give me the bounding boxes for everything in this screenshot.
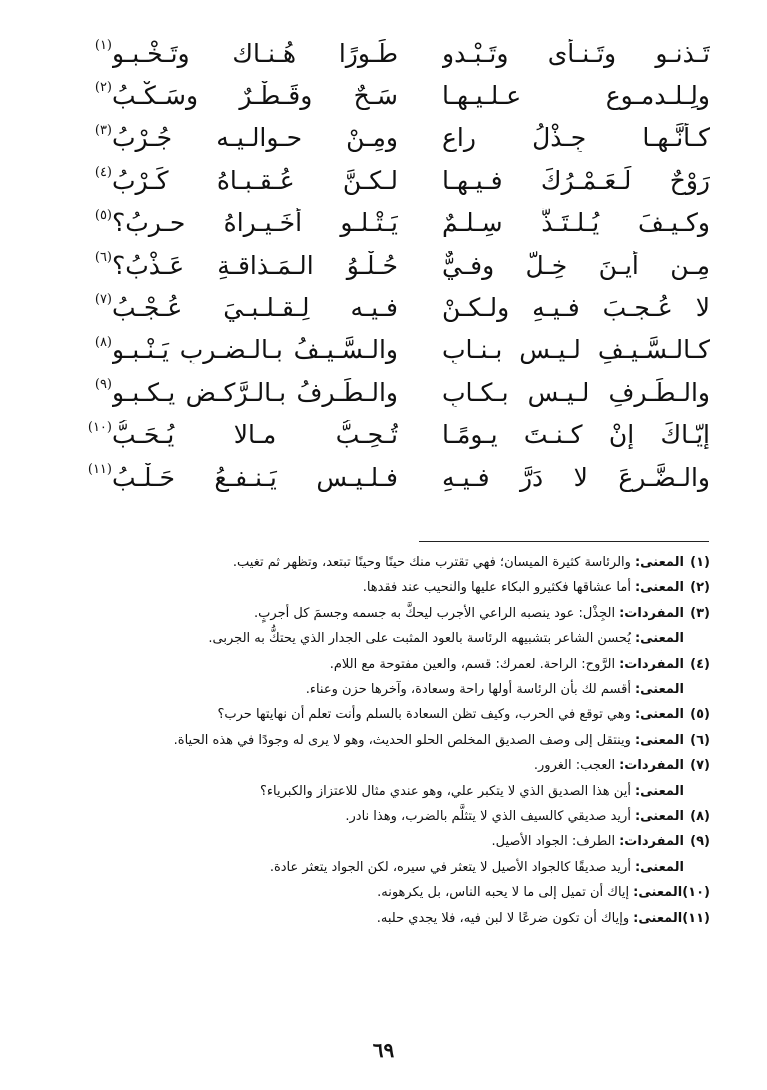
footnote-text: والرئاسة كثيرة الميسان؛ فهي تقترب منك حينًا وحينًا تبتعد، وتظهر ثم تغيب. bbox=[232, 555, 631, 570]
footnote bbox=[70, 626, 710, 651]
verse bbox=[68, 329, 710, 371]
footnote-number: (١٠) bbox=[682, 885, 710, 901]
footnote-text: وينتقل إلى وصف الصديق المخلص الحلو الحديث، وهو لا يرى له وجودًا في هذه الحياة. bbox=[173, 732, 631, 748]
verse bbox=[68, 117, 710, 159]
verse-first-hemistich: مِـن أيـنَ خِـلٌّ وفـيٌّ bbox=[442, 250, 710, 280]
footnote-label: المعنى: bbox=[633, 910, 683, 926]
footnote-body bbox=[70, 677, 684, 702]
footnote-label: المعنى: bbox=[634, 631, 684, 647]
footnote-body bbox=[70, 652, 684, 677]
footnote-text: وهي توقع في الحرب، وكيف تظن السعادة بالسلم وأنت تعلم أن نهايتها حرب؟ bbox=[217, 707, 631, 723]
footnote-body bbox=[70, 880, 682, 905]
footnote-number: (١١) bbox=[682, 910, 710, 926]
footnote bbox=[70, 829, 710, 854]
footnote bbox=[70, 779, 710, 804]
verse-footnote-number: (٤) bbox=[94, 165, 112, 181]
footnote-label: المعنى: bbox=[634, 682, 684, 698]
footnote-number: (٩) bbox=[690, 834, 710, 850]
verse-first-hemistich: ولِـلـدمـوعِ عـلـيـهـا bbox=[442, 81, 710, 111]
footnote-text: أما عشاقها فكثيرو البكاء عليها والنحيب عند فقدها. bbox=[362, 580, 631, 596]
footnote-text: الجِذْل: عود ينصبه الراعي الأجرب ليحكَّ به جسمه وجسمَ كل أجربٍ. bbox=[254, 605, 616, 621]
verse-second-hemistich: ومِـنْ حـوالـيـه جُـرْبُ bbox=[112, 123, 398, 153]
footnote-body bbox=[70, 728, 684, 753]
footnote-label: المعنى: bbox=[634, 859, 684, 875]
footnote-number: (٨) bbox=[690, 809, 710, 825]
footnote-label: المعنى: bbox=[634, 580, 684, 596]
footnote-body bbox=[70, 601, 684, 626]
footnote-label: المعنى: bbox=[634, 783, 684, 799]
footnote-body bbox=[70, 626, 684, 651]
verse-first-hemistich: كـأنَّـهـا جِـذْلُ راعٍ bbox=[442, 123, 710, 153]
verse-first-hemistich: لا عُـجـبَ فـيـهِ ولـكـنْ bbox=[442, 293, 710, 323]
footnote-text: أريد صديقي كالسيف الذي لا يتثلَّم بالضرب، وهذا نادر. bbox=[345, 809, 631, 825]
footnote bbox=[70, 880, 710, 905]
footnote-label: المفردات: bbox=[619, 834, 684, 850]
footnote-label: المعنى: bbox=[634, 707, 684, 723]
footnote-text: أقسم لك بأن الرئاسة أولها راحة وسعادة، وآخرها حزن وعناء. bbox=[305, 682, 631, 698]
footnote-number: (١) bbox=[690, 555, 710, 570]
verse bbox=[68, 32, 710, 74]
footnote-body bbox=[70, 753, 684, 778]
verse-first-hemistich: وكـيـفَ يُـلـتَـذُّ سِـلـمٌ bbox=[442, 208, 710, 238]
verse-second-hemistich: والـطِّـرفُ بـالـرَّكـض يـكـبـو bbox=[112, 377, 398, 407]
verse bbox=[68, 456, 710, 498]
footnote-text: أين هذا الصديق الذي لا يتكبر علي، وهو عندي مثال للاعتزاز والكبرياء؟ bbox=[260, 783, 631, 799]
footnote bbox=[70, 753, 710, 778]
footnote bbox=[70, 855, 710, 880]
footnote-label: المعنى: bbox=[634, 555, 684, 570]
footnote-label: المعنى: bbox=[633, 885, 683, 901]
verse bbox=[68, 202, 710, 244]
page-number: ٦٩ bbox=[372, 1038, 395, 1062]
footnote bbox=[70, 601, 710, 626]
footnote-body bbox=[70, 779, 684, 804]
footnote bbox=[70, 575, 710, 600]
verse-second-hemistich: لـكـنَّ عُـقـبـاهُ كَـرْبُ bbox=[112, 165, 398, 195]
footnote-label: المعنى: bbox=[634, 732, 684, 748]
verse-footnote-number: (١) bbox=[94, 38, 112, 53]
footnote-number: (٣) bbox=[690, 605, 710, 621]
verse-footnote-number: (٥) bbox=[94, 207, 112, 223]
verse-footnote-number: (١٠) bbox=[87, 419, 112, 435]
footnote bbox=[70, 906, 710, 931]
footnote-body bbox=[70, 829, 684, 854]
verse-footnote-number: (١١) bbox=[87, 461, 112, 477]
verse-footnote-number: (٧) bbox=[94, 292, 112, 308]
verse bbox=[68, 286, 710, 328]
footnote-label: المفردات: bbox=[619, 605, 684, 621]
footnote-text: الرَّوح: الراحة. لعمرك: قسم، والعين مفتوحة مع اللام. bbox=[329, 656, 616, 672]
footnote-text: العجب: الغرور. bbox=[533, 758, 616, 774]
verse-second-hemistich: تُـحِـبُّ مـالا يُـحَـبُّ bbox=[112, 420, 398, 450]
footnote-body bbox=[70, 550, 684, 575]
footnote-body bbox=[70, 804, 684, 829]
verse-second-hemistich: حُـلْـوُ الـمَـذاقـةِ عَـذْبُ؟ bbox=[112, 250, 398, 280]
verse-first-hemistich: والـضَّـرعَ لا دَرَّ فـيـهِ bbox=[442, 462, 710, 492]
footnote-number: (٧) bbox=[690, 758, 710, 774]
verse-second-hemistich: فـلـيـس يَـنـفـعُ حَـلْـبُ bbox=[112, 462, 398, 492]
footnote-text: وإياك أن تكون ضرعًا لا لبن فيه، فلا يجدي حلبه. bbox=[376, 910, 630, 926]
verse bbox=[68, 74, 710, 116]
verse-footnote-number: (٢) bbox=[94, 80, 112, 96]
verse-second-hemistich: طَـورًا هُـنـاك وتَـخْـبـو bbox=[112, 38, 398, 68]
verse-second-hemistich: يَـتْـلـو أُخَـيـراهُ حـربُ؟ bbox=[112, 208, 398, 238]
footnote-number: (٦) bbox=[690, 732, 710, 748]
footnote-text: أريد صديقًا كالجواد الأصيل لا يتعثر في سيره، لكن الجواد يتعثر عادة. bbox=[269, 859, 631, 875]
verse-second-hemistich: والـسَّـيـفُ بـالـضـربِ يَـنْـبـو bbox=[112, 335, 398, 365]
verse-footnote-number: (٨) bbox=[94, 334, 112, 350]
verse-first-hemistich: إيّـاكَ إنْ كـنـتَ يـومًـا bbox=[442, 420, 710, 450]
footnote-label: المفردات: bbox=[619, 758, 684, 774]
footnote-text: يُحسن الشاعر بتشبيهه الرئاسة بالعود المثبت على الجدار الذي يحتكُّ به الجربى. bbox=[208, 631, 631, 647]
verse-first-hemistich: والـطِّـرفِ لـيـس بـكـابٍ bbox=[442, 377, 710, 407]
footnote-text: الطرف: الجواد الأصيل. bbox=[491, 834, 616, 850]
footnote-divider bbox=[419, 541, 709, 542]
verse-footnote-number: (٣) bbox=[94, 122, 112, 138]
footnote-body bbox=[70, 702, 684, 727]
verse-first-hemistich: كـالـسَّـيـفِ لـيـس بـنـابٍ bbox=[442, 335, 710, 365]
footnote bbox=[70, 652, 710, 677]
verse-first-hemistich: تَـذنـو وتَـنـأى وتَـبْـدو bbox=[442, 38, 710, 68]
verse-second-hemistich: سَـحٌ وقَـطْـرٌ وسَـكْـبُ bbox=[112, 81, 398, 111]
verse bbox=[68, 414, 710, 456]
footnote bbox=[70, 550, 710, 575]
footnote-body bbox=[70, 855, 684, 880]
footnote bbox=[70, 804, 710, 829]
footnote-number: (٥) bbox=[690, 707, 710, 723]
footnote bbox=[70, 677, 710, 702]
verse bbox=[68, 371, 710, 413]
footnote-number: (٢) bbox=[690, 580, 710, 596]
verse-first-hemistich: رَوْحٌ لَـعَـمْـرُكَ فـيـهـا bbox=[442, 165, 710, 195]
footnote-text: إياك أن تميل إلى ما لا يحبه الناس، بل يكرهونه. bbox=[377, 885, 630, 901]
verse bbox=[68, 244, 710, 286]
poem bbox=[68, 32, 710, 498]
footnote-body bbox=[70, 906, 682, 931]
footnote-label: المعنى: bbox=[634, 809, 684, 825]
verse-second-hemistich: فـيـه لِـقـلـبـيَ عُـجْـبُ bbox=[112, 293, 398, 323]
footnotes bbox=[70, 550, 710, 931]
verse bbox=[68, 159, 710, 201]
footnote-label: المفردات: bbox=[619, 656, 684, 672]
footnote bbox=[70, 728, 710, 753]
footnote bbox=[70, 702, 710, 727]
verse-footnote-number: (٩) bbox=[94, 377, 112, 393]
footnote-body bbox=[70, 575, 684, 600]
footnote-number: (٤) bbox=[690, 656, 710, 672]
verse-footnote-number: (٦) bbox=[94, 249, 112, 265]
